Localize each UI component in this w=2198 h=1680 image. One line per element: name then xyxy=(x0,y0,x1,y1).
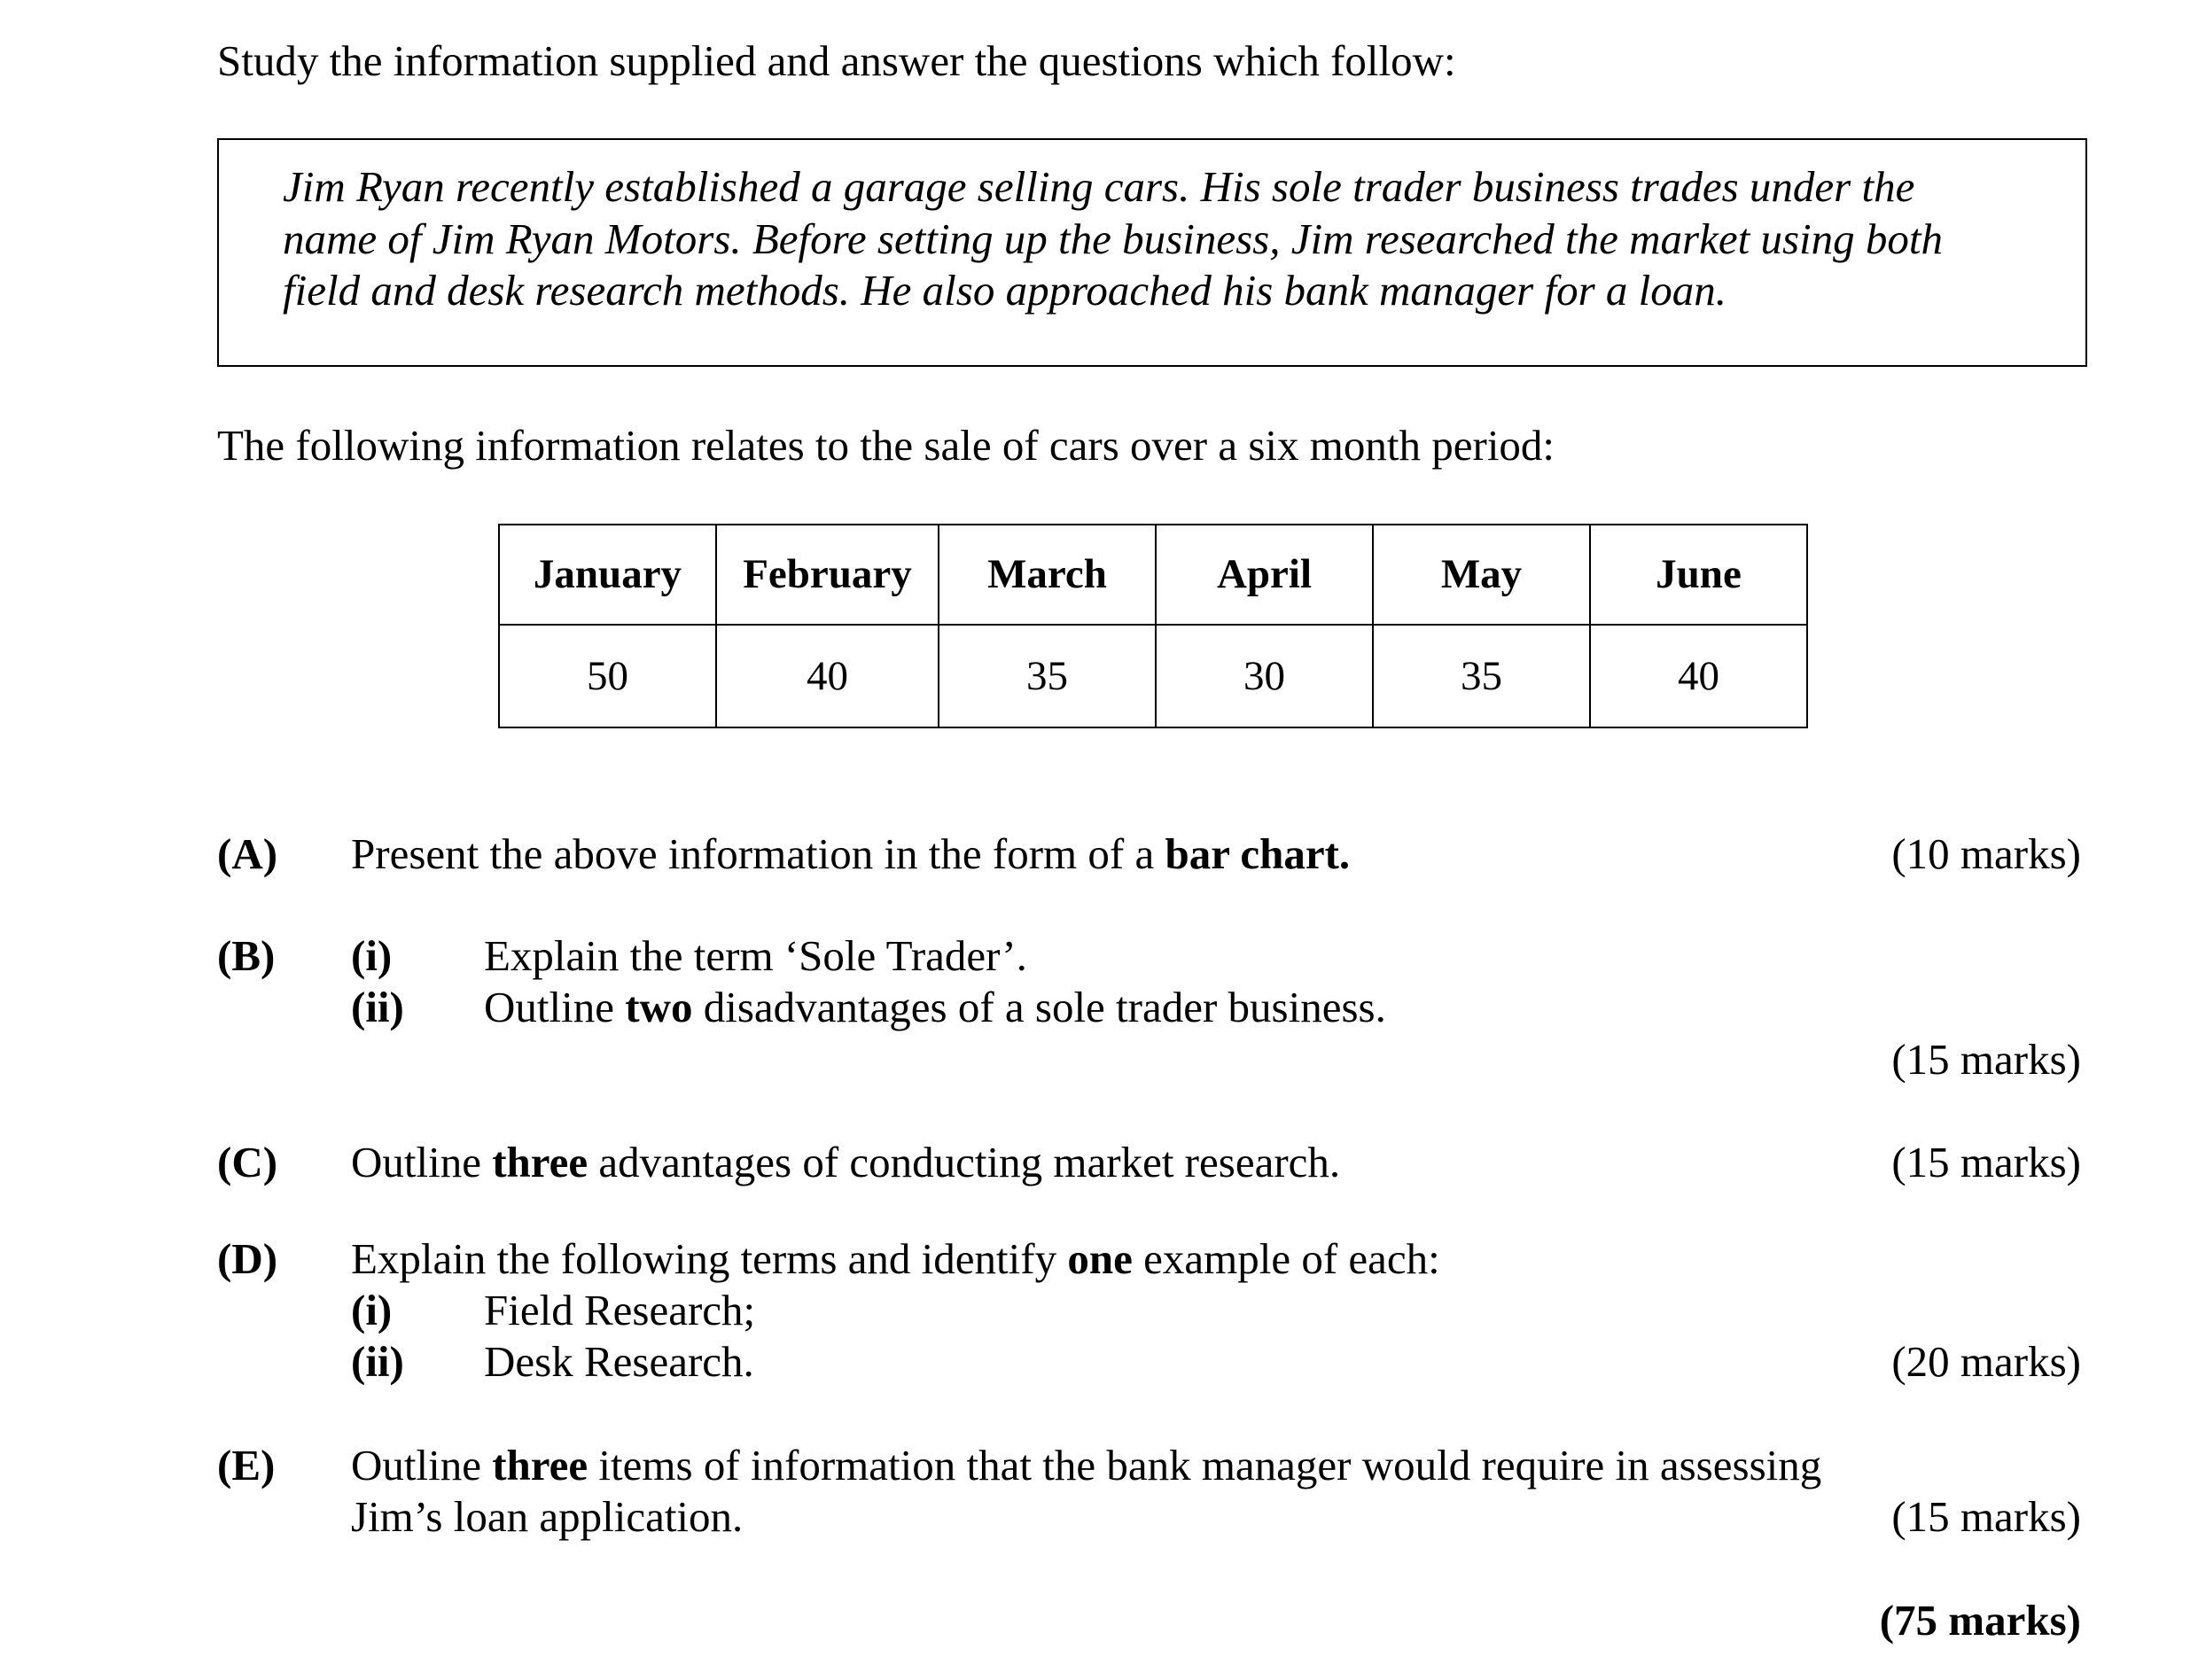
question-b-ii-label: (ii) xyxy=(351,983,404,1031)
header-cell: April xyxy=(1156,525,1373,625)
case-study-line: name of Jim Ryan Motors. Before setting up the business, Jim researched the market using both xyxy=(283,214,1944,263)
question-e-label: (E) xyxy=(217,1441,276,1489)
case-study-line: Jim Ryan recently established a garage selling cars. His sole trader business trades under the xyxy=(283,162,1915,211)
case-study-line: field and desk research methods. He also approached his bank manager for a loan. xyxy=(283,266,1727,315)
question-a-text-bold: bar chart. xyxy=(1165,829,1351,878)
value-cell: 30 xyxy=(1156,625,1373,727)
header-cell: March xyxy=(939,525,1156,625)
question-d-text-plain: example of each: xyxy=(1132,1234,1440,1283)
table-values-row xyxy=(499,625,1807,727)
header-cell: February xyxy=(716,525,939,625)
question-e-text-line2: Jim’s loan application. xyxy=(351,1492,744,1541)
question-a-text xyxy=(351,828,1350,881)
question-d-marks: (20 marks) xyxy=(1891,1337,2081,1386)
value-cell: 35 xyxy=(939,625,1156,727)
question-e-text-bold: three xyxy=(492,1441,588,1489)
question-b-ii-text xyxy=(484,982,1386,1034)
question-d-ii-text: Desk Research. xyxy=(484,1337,754,1386)
question-b-ii-text-plain: Outline xyxy=(484,983,626,1031)
question-d-ii-label: (ii) xyxy=(351,1337,404,1386)
question-d-label: (D) xyxy=(217,1234,278,1283)
value-cell: 50 xyxy=(499,625,716,727)
question-d-text-plain: Explain the following terms and identify xyxy=(351,1234,1068,1283)
question-b-i-text: Explain the term ‘Sole Trader’. xyxy=(484,931,1027,980)
question-e-text-plain: items of information that the bank manager would require in assessing xyxy=(588,1441,1822,1489)
table-header-row xyxy=(499,525,1807,625)
question-c-marks: (15 marks) xyxy=(1891,1138,2081,1186)
question-e-marks: (15 marks) xyxy=(1891,1492,2081,1541)
question-e-text-plain: Outline xyxy=(351,1441,493,1489)
case-study-box xyxy=(217,138,2087,367)
question-a-label: (A) xyxy=(217,829,278,878)
intro-text: Study the information supplied and answer the questions which follow: xyxy=(217,36,1456,85)
question-b-marks: (15 marks) xyxy=(1891,1035,2081,1084)
question-e-text xyxy=(351,1440,1821,1492)
question-b-i-label: (i) xyxy=(351,931,393,980)
question-d-text-bold: one xyxy=(1067,1234,1133,1283)
table-intro-text: The following information relates to the sale of cars over a six month period: xyxy=(217,421,1555,470)
value-cell: 40 xyxy=(1590,625,1807,727)
question-b-ii-text-plain: disadvantages of a sole trader business. xyxy=(692,983,1386,1031)
question-b-ii-text-bold: two xyxy=(625,983,693,1031)
question-b-label: (B) xyxy=(217,931,276,980)
value-cell: 35 xyxy=(1373,625,1590,727)
question-c-text-plain: Outline xyxy=(351,1138,493,1186)
car-sales-table xyxy=(498,524,1808,728)
question-d-i-label: (i) xyxy=(351,1286,393,1334)
question-c-text-bold: three xyxy=(492,1138,588,1186)
question-a-marks: (10 marks) xyxy=(1891,829,2081,878)
question-d-text xyxy=(351,1233,1440,1286)
question-a-text-plain: Present the above information in the form of a xyxy=(351,829,1165,878)
header-cell: June xyxy=(1590,525,1807,625)
question-c-text-plain: advantages of conducting market research. xyxy=(588,1138,1341,1186)
question-c-text xyxy=(351,1137,1340,1189)
value-cell: 40 xyxy=(716,625,939,727)
header-cell: January xyxy=(499,525,716,625)
total-marks: (75 marks) xyxy=(1879,1596,2081,1645)
question-d-i-text: Field Research; xyxy=(484,1286,756,1334)
question-c-label: (C) xyxy=(217,1138,278,1186)
case-study-text xyxy=(283,161,2055,317)
header-cell: May xyxy=(1373,525,1590,625)
